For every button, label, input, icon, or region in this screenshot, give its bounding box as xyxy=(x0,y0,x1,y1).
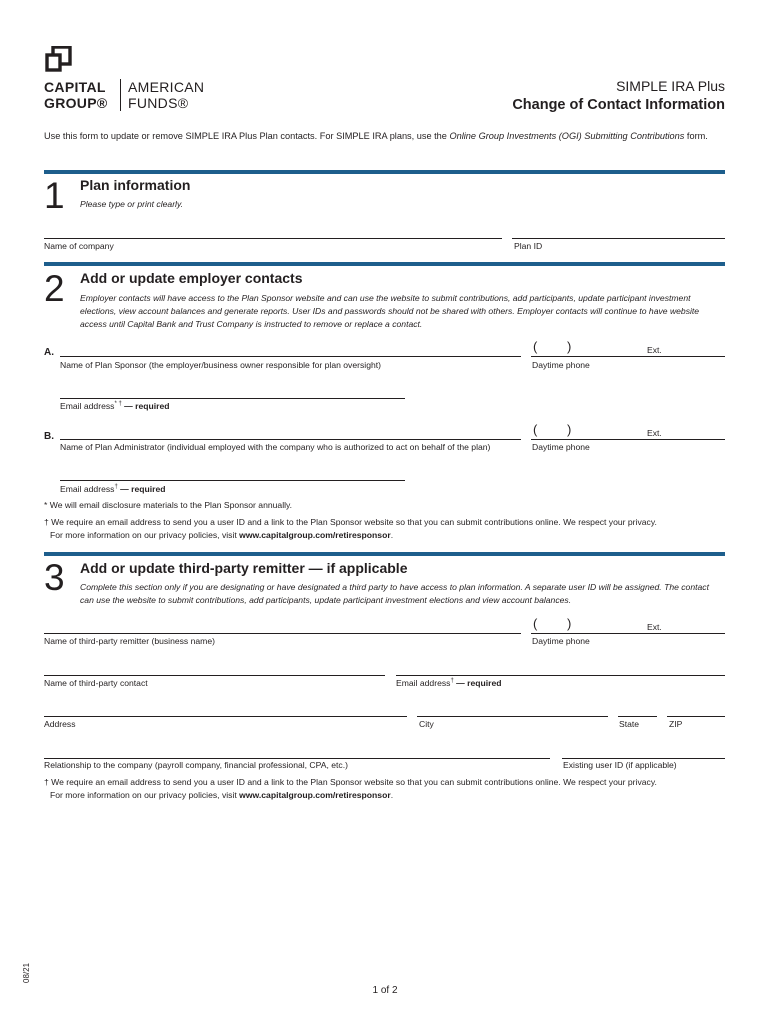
email-c-text: Email address xyxy=(396,678,451,688)
state-label: State xyxy=(619,719,640,729)
existing-user-id-label: Existing user ID (if applicable) xyxy=(563,760,677,770)
phone-c-ext-label: Ext. xyxy=(647,622,662,632)
logo-funds-text: FUNDS® xyxy=(128,95,189,111)
sponsor-disclosure-note: * We will email disclosure materials to the Plan Sponsor annually. xyxy=(44,500,293,510)
remitter-phone-label: Daytime phone xyxy=(532,636,590,646)
plan-administrator-email-field[interactable] xyxy=(60,480,405,481)
phone-b-paren-open: ( xyxy=(533,422,538,437)
plan-administrator-email-label xyxy=(60,484,166,494)
plan-administrator-name-field[interactable] xyxy=(60,439,521,440)
third-party-contact-label: Name of third-party contact xyxy=(44,678,148,688)
privacy-note-1-end: . xyxy=(390,530,394,540)
address-label: Address xyxy=(44,719,76,729)
form-subtitle: SIMPLE IRA Plus xyxy=(616,78,725,94)
section3-number: 3 xyxy=(44,557,65,598)
section1-rule xyxy=(44,170,725,174)
privacy-note-1-line1: † We require an email address to send you a user ID and a link to the Plan Sponsor website so that you can submit contributions online. We respect your privacy. xyxy=(44,517,657,527)
privacy-note-1-pre: For more information on our privacy policies, visit xyxy=(50,530,240,540)
city-label: City xyxy=(419,719,434,729)
company-name-field[interactable] xyxy=(44,238,502,239)
section2-title: Add or update employer contacts xyxy=(80,270,303,286)
third-party-email-label xyxy=(396,678,502,688)
logo-mark-icon xyxy=(45,46,73,74)
section2-description: Employer contacts will have access to the Plan Sponsor website and can use the website to submit contributions, add participants, update participant investment elections, view account balances and generate reports. User IDs and passwords should not be shared with others. Employer contacts will continue to have website access until Capital Bank and Trust Company is instructed to remove or replace a contact. xyxy=(80,293,700,329)
privacy-note-2-line2 xyxy=(50,789,393,802)
remitter-name-field[interactable] xyxy=(44,633,521,634)
email-a-text: Email address xyxy=(60,401,115,411)
logo-capital-text: CAPITAL xyxy=(44,79,106,95)
privacy-note-2-url[interactable]: www.capitalgroup.com/retiresponsor xyxy=(239,790,391,800)
privacy-note-2-pre: For more information on our privacy policies, visit xyxy=(50,790,240,800)
phone-a-ext-label: Ext. xyxy=(647,345,662,355)
section1-title: Plan information xyxy=(80,177,191,193)
email-b-required: — required xyxy=(117,484,166,494)
intro-text xyxy=(44,129,734,143)
email-a-marks: * † xyxy=(114,401,122,408)
address-field[interactable] xyxy=(44,716,407,717)
privacy-note-2-line1: † We require an email address to send you a user ID and a link to the Plan Sponsor website so that you can submit contributions online. We respect your privacy. xyxy=(44,777,657,787)
remitter-name-label: Name of third-party remitter (business name) xyxy=(44,636,215,646)
phone-a-paren-close: ) xyxy=(567,339,572,354)
intro-main: Use this form to update or remove SIMPLE IRA Plus Plan contacts. For SIMPLE IRA plans, use the xyxy=(44,131,450,141)
logo-divider xyxy=(120,79,121,111)
capital-group-logo xyxy=(44,46,214,114)
third-party-email-field[interactable] xyxy=(396,675,725,676)
plan-administrator-name-label: Name of Plan Administrator (individual employed with the company who is authorized to act on behalf of the plan) xyxy=(60,442,491,452)
email-b-marks: † xyxy=(114,484,118,491)
plan-sponsor-email-field[interactable] xyxy=(60,398,405,399)
logo-group-text: GROUP® xyxy=(44,95,108,111)
city-field[interactable] xyxy=(417,716,608,717)
email-a-required: — required xyxy=(121,401,170,411)
intro-tail: form. xyxy=(684,131,708,141)
section3-rule xyxy=(44,552,725,556)
plan-id-label: Plan ID xyxy=(514,241,543,251)
logo-american-text: AMERICAN xyxy=(128,79,205,95)
phone-a-paren-open: ( xyxy=(533,339,538,354)
section1-number: 1 xyxy=(44,175,65,216)
plan-administrator-phone-field[interactable] xyxy=(531,439,725,440)
date-code: 08/21 xyxy=(22,962,31,983)
section3-title: Add or update third-party remitter — if applicable xyxy=(80,560,408,576)
existing-user-id-field[interactable] xyxy=(562,758,725,759)
plan-administrator-phone-label: Daytime phone xyxy=(532,442,590,452)
phone-b-paren-close: ) xyxy=(567,422,572,437)
email-c-mark: † xyxy=(450,678,454,685)
phone-c-paren-open: ( xyxy=(533,616,538,631)
phone-b-ext-label: Ext. xyxy=(647,428,662,438)
contact-b-letter: B. xyxy=(44,431,54,442)
section2-number: 2 xyxy=(44,268,65,309)
section1-subtitle: Please type or print clearly. xyxy=(80,199,184,209)
email-c-required: — required xyxy=(453,678,502,688)
relationship-label: Relationship to the company (payroll company, financial professional, CPA, etc.) xyxy=(44,760,348,770)
plan-sponsor-name-label: Name of Plan Sponsor (the employer/business owner responsible for plan oversight) xyxy=(60,360,381,370)
plan-id-field[interactable] xyxy=(512,238,725,239)
phone-c-paren-close: ) xyxy=(567,616,572,631)
plan-sponsor-email-label xyxy=(60,401,170,411)
plan-sponsor-phone-label: Daytime phone xyxy=(532,360,590,370)
zip-label: ZIP xyxy=(669,719,683,729)
form-title: Change of Contact Information xyxy=(512,97,725,113)
section2-rule xyxy=(44,262,725,266)
privacy-note-1-url[interactable]: www.capitalgroup.com/retiresponsor xyxy=(239,530,391,540)
privacy-note-1-line2 xyxy=(50,529,393,542)
company-name-label: Name of company xyxy=(44,241,114,251)
page-number: 1 of 2 xyxy=(372,985,398,996)
contact-a-letter: A. xyxy=(44,347,54,358)
plan-sponsor-name-field[interactable] xyxy=(60,356,521,357)
state-field[interactable] xyxy=(618,716,657,717)
intro-italic: Online Group Investments (OGI) Submitting Contributions xyxy=(449,131,685,141)
email-b-text: Email address xyxy=(60,484,115,494)
section3-description: Complete this section only if you are designating or have designated a third party to have access to plan information. A separate user ID will be assigned. The contact can use the website to submit contributions, add participants, update participant investment elections and view account balances. xyxy=(80,582,709,605)
remitter-phone-field[interactable] xyxy=(531,633,725,634)
privacy-note-2-end: . xyxy=(390,790,394,800)
zip-field[interactable] xyxy=(667,716,725,717)
plan-sponsor-phone-field[interactable] xyxy=(531,356,725,357)
third-party-contact-field[interactable] xyxy=(44,675,385,676)
relationship-field[interactable] xyxy=(44,758,550,759)
